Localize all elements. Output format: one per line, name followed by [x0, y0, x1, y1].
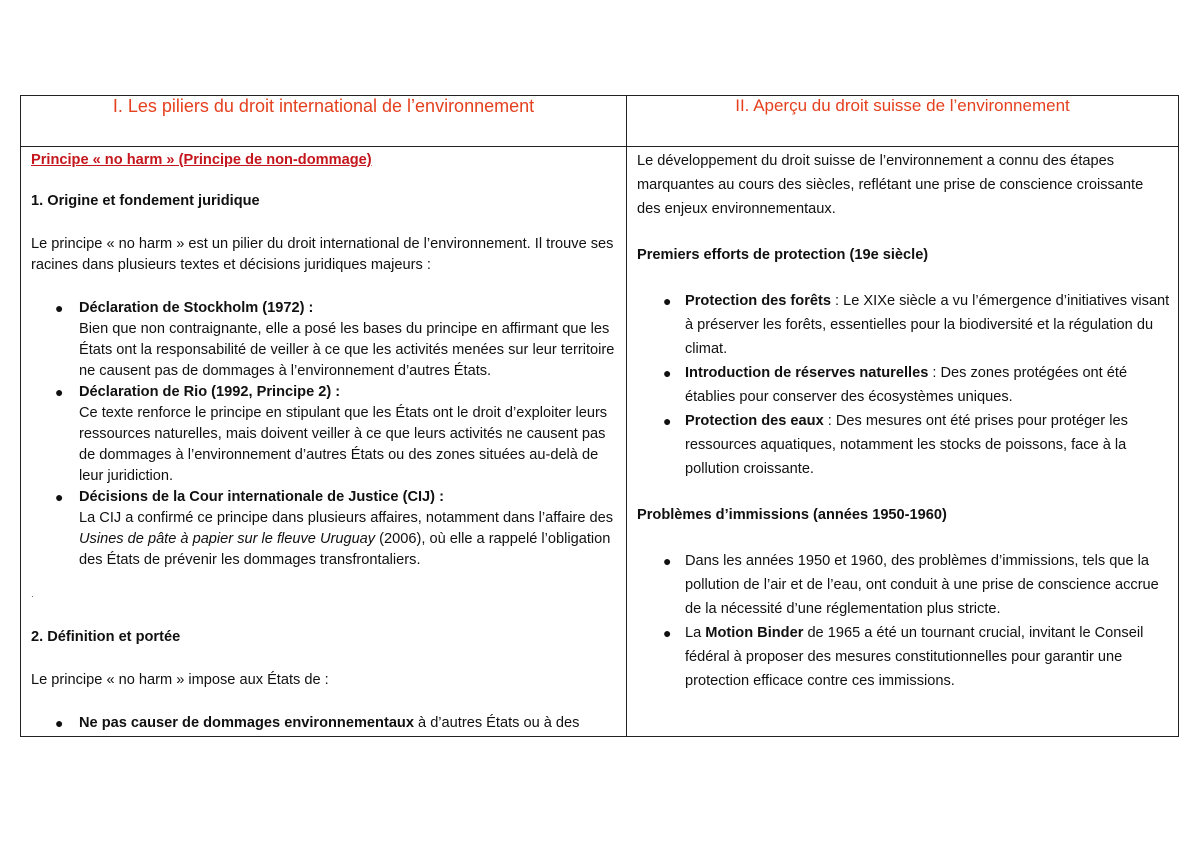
- sources-list: [31, 298, 617, 571]
- list-item-bold: Introduction de réserves naturelles: [685, 365, 929, 381]
- obligations-list: [31, 713, 617, 734]
- list-item-pre: La: [685, 625, 706, 641]
- section-1-title: 1. Origine et fondement juridique: [31, 193, 260, 209]
- list-item-title: Déclaration de Rio (1992, Principe 2) :: [79, 384, 341, 400]
- list-item-rest: : Des zones protégées ont été établies pour conserver des écosystèmes uniques.: [685, 365, 1128, 405]
- list-item-text: La CIJ a confirmé ce principe dans plusieurs affaires, notamment dans l’affaire des: [79, 510, 614, 526]
- bullet-icon: ●: [663, 413, 672, 429]
- header-international-law: I. Les piliers du droit international de l’environnement: [21, 96, 627, 147]
- bullet-icon: ●: [55, 384, 64, 400]
- list-item-text: Bien que non contraignante, elle a posé les bases du principe en affirmant que les États ont la responsabilité de veiller à ce que les activités menées sur leur territoire ne causent pas de dommages à l’environnement d’autres États.: [79, 321, 615, 379]
- list-item-rest: : Des mesures ont été prises pour protéger les ressources aquatiques, notamment les stocks de poissons, face à la pollution croissante.: [685, 413, 1128, 477]
- header-row: [21, 96, 1179, 147]
- list-item-rest: à d’autres États ou à des: [413, 715, 580, 731]
- bullet-icon: ●: [663, 293, 672, 309]
- section-2-intro: Le principe « no harm » impose aux États de :: [31, 672, 329, 688]
- list-item-text: Ce texte renforce le principe en stipulant que les États ont le droit d’exploiter leurs ressources naturelles, mais doivent veiller à ce que leurs activités ne causent pas de dommages à l’environnement d’autres États ou des zones situées au-delà de leur juridiction.: [79, 405, 608, 484]
- list-item-title: Décisions de la Cour internationale de Justice (CIJ) :: [79, 489, 444, 505]
- stray-mark: ·: [31, 592, 34, 601]
- list-item-rest: : Le XIXe siècle a vu l’émergence d’initiatives visant à préserver les forêts, essentielles pour la biodiversité et la régulation du climat.: [685, 293, 1170, 357]
- subsection-1-title: Premiers efforts de protection (19e siècle): [637, 247, 929, 263]
- motion-name: Motion Binder: [705, 625, 804, 641]
- bullet-icon: ●: [55, 715, 64, 731]
- protection-list: [637, 289, 1170, 481]
- comparison-table: [20, 95, 1179, 737]
- list-item-immissions: [637, 549, 1170, 621]
- subsection-2-title: Problèmes d’immissions (années 1950-1960): [637, 507, 947, 523]
- list-item-bold: Protection des eaux: [685, 413, 824, 429]
- list-item-bold: Protection des forêts: [685, 293, 831, 309]
- bullet-icon: ●: [55, 300, 64, 316]
- list-item-text: Dans les années 1950 et 1960, des problèmes d’immissions, tels que la pollution de l’air et de l’eau, ont conduit à une prise de conscience accrue de la nécessité d’une réglementation plus stricte.: [685, 553, 1159, 617]
- section-1-intro: Le principe « no harm » est un pilier du droit international de l’environnement. Il trouve ses racines dans plusieurs textes et décisions juridiques majeurs :: [31, 236, 614, 273]
- list-item-title: Déclaration de Stockholm (1972) :: [79, 300, 314, 316]
- header-swiss-law: II. Aperçu du droit suisse de l’environnement: [627, 96, 1179, 147]
- list-item-no-damage: [31, 713, 617, 734]
- principle-heading: Principe « no harm » (Principe de non-dommage): [31, 152, 372, 168]
- cell-international-law: [21, 147, 627, 737]
- list-item-cij: [31, 487, 617, 571]
- swiss-intro: Le développement du droit suisse de l’environnement a connu des étapes marquantes au cours des siècles, reflétant une prise de conscience croissante des enjeux environnementaux.: [637, 153, 1144, 217]
- list-item-motion-binder: [637, 621, 1170, 693]
- list-item-bold: Ne pas causer de dommages environnementaux: [79, 715, 414, 731]
- bullet-icon: ●: [55, 489, 64, 505]
- content-row: [21, 147, 1179, 737]
- section-2-title: 2. Définition et portée: [31, 629, 181, 645]
- list-item-stockholm: [31, 298, 617, 382]
- list-item-waters: [637, 409, 1170, 481]
- bullet-icon: ●: [663, 365, 672, 381]
- bullet-icon: ●: [663, 553, 672, 569]
- list-item-rio: [31, 382, 617, 487]
- list-item-reserves: [637, 361, 1170, 409]
- case-name: Usines de pâte à papier sur le fleuve Uruguay: [79, 531, 376, 547]
- list-item-rest: de 1965 a été un tournant crucial, invitant le Conseil fédéral à proposer des mesures constitutionnelles pour garantir une protection efficace contre ces immissions.: [685, 625, 1144, 689]
- immissions-list: [637, 549, 1170, 693]
- list-item-forests: [637, 289, 1170, 361]
- list-item-text-end: (2006), où elle a rappelé l’obligation des États de prévenir les dommages transfrontaliers.: [79, 531, 611, 568]
- cell-swiss-law: [627, 147, 1179, 737]
- bullet-icon: ●: [663, 625, 672, 641]
